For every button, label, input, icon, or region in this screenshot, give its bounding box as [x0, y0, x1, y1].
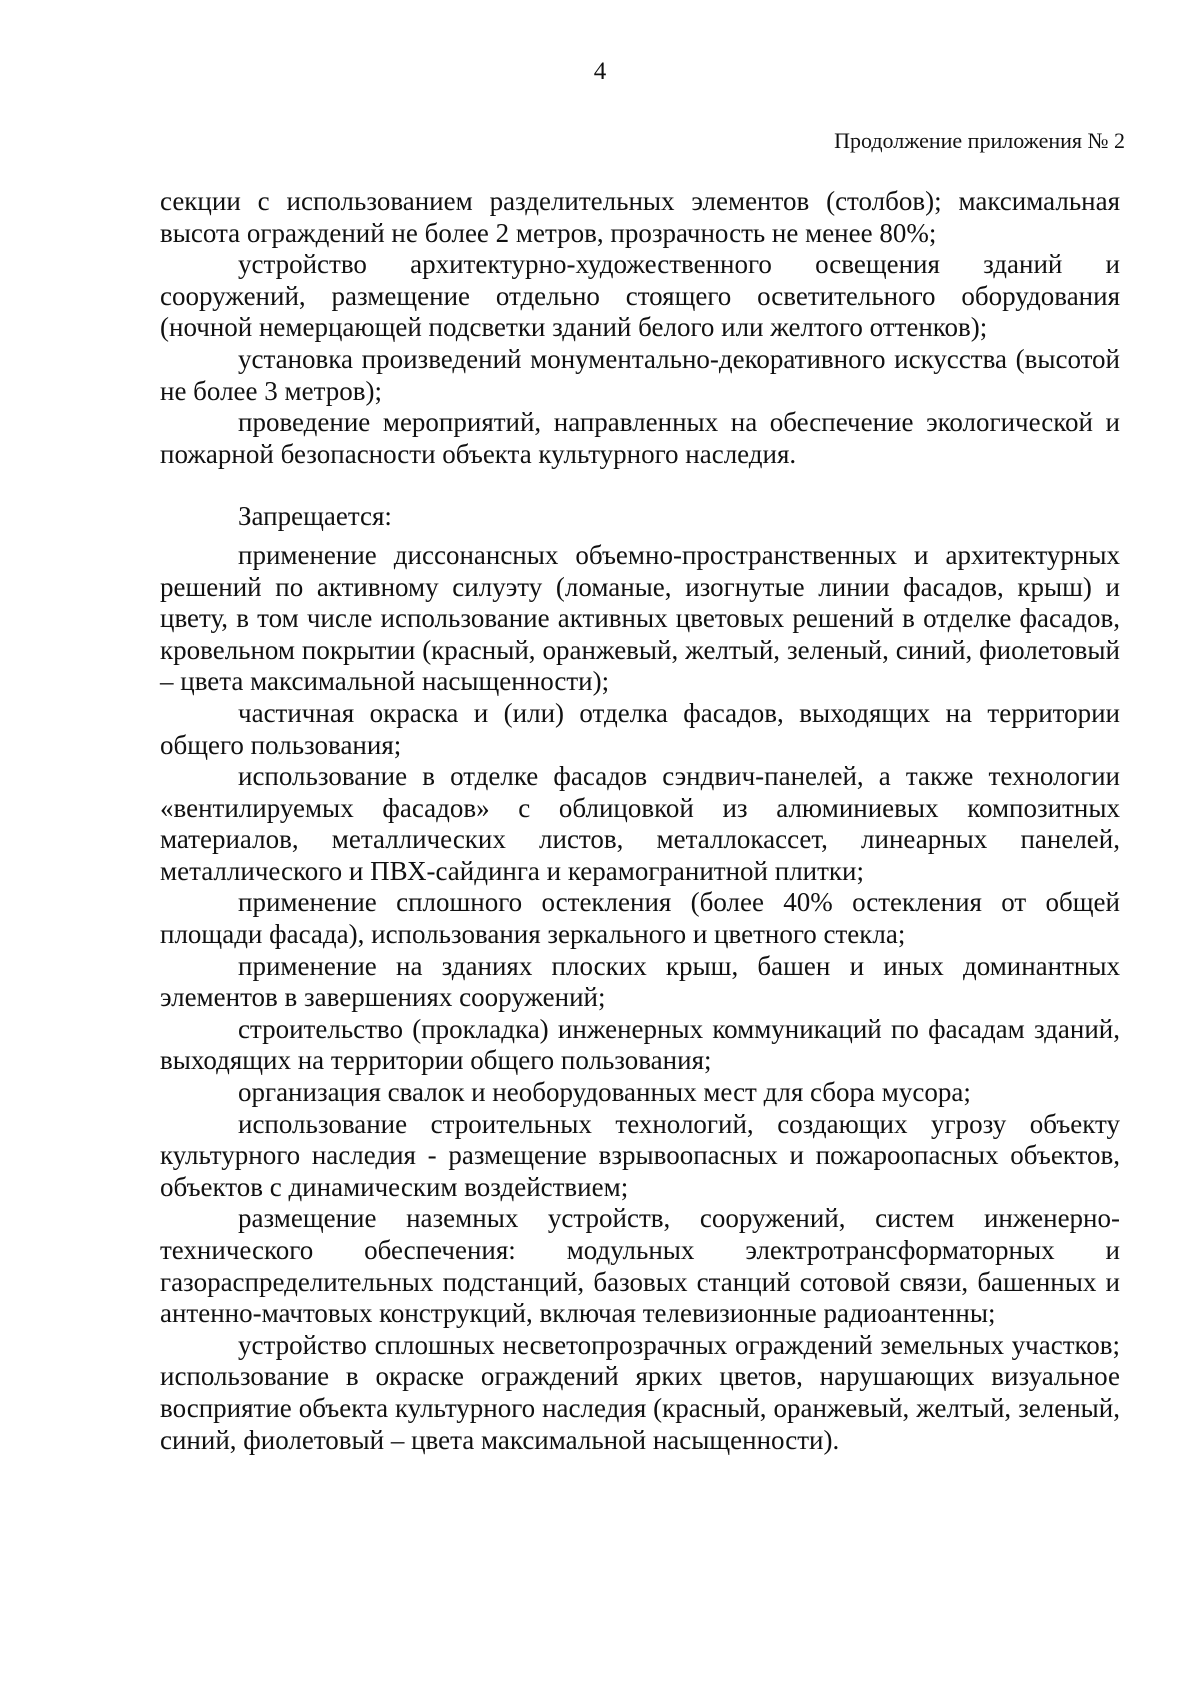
prohibited-item: организация свалок и необорудованных мест для сбора мусора; [238, 1077, 971, 1108]
appendix-label: Продолжение приложения № 2 [834, 128, 1125, 153]
allowed-item: проведение мероприятий, направленных на обеспечение экологической и пожарной безопасности объекта культурного наследия. [160, 407, 1120, 469]
prohibited-item: применение сплошного остекления (более 40% остекления от общей площади фасада), использования зеркального и цветного стекла; [160, 887, 1120, 950]
prohibited-item: применение диссонансных объемно-пространственных и архитектурных решений по активному силуэту (ломаные, изогнутые линии фасадов, крыш) и цвету, в том числе использование активных цветовых решений в отделке фасадов, кровельном покрытии (красный, оранжевый, желтый, зеленый, синий, фиолетовый – цвета максимальной насыщенности); [160, 539, 1120, 697]
prohibited-item: использование в отделке фасадов сэндвич-панелей, а также технологии «вентилируемых фасадов» с облицовкой из алюминиевых композитных материалов, металлических листов, металлокассет, линеарных панелей, металлического и ПВХ-сайдинга и керамогранитной плитки; [160, 761, 1120, 886]
prohibited-item: устройство сплошных несветопрозрачных ограждений земельных участков; использование в окраске ограждений ярких цветов, нарушающих визуальное восприятие объекта культурного наследия (красный, оранжевый, желтый, зеленый, синий, фиолетовый – цвета максимальной насыщенности). [160, 1329, 1120, 1455]
document-body [160, 186, 1120, 1456]
prohibited-item: применение на зданиях плоских крыш, башен и иных доминантных элементов в завершениях сооружений; [160, 950, 1120, 1013]
allowed-item: устройство архитектурно-художественного освещения зданий и сооружений, размещение отдельно стоящего осветительного оборудования (ночной немерцающей подсветки зданий белого или желтого оттенков); [160, 249, 1120, 343]
prohibited-item: строительство (прокладка) инженерных коммуникаций по фасадам зданий, выходящих на территории общего пользования; [160, 1013, 1120, 1076]
prohibited-item: частичная окраска и (или) отделка фасадов, выходящих на территории общего пользования; [160, 697, 1120, 760]
allowed-item: секции с использованием разделительных элементов (столбов); максимальная высота ограждений не более 2 метров, прозрачность не менее 80%; [160, 186, 1120, 248]
allowed-item: установка произведений монументально-декоративного искусства (высотой не более 3 метров); [160, 343, 1120, 406]
prohibited-heading: Запрещается: [238, 501, 392, 532]
prohibited-item: использование строительных технологий, создающих угрозу объекту культурного наследия - размещение взрывоопасных и пожароопасных объектов, объектов с динамическим воздействием; [160, 1108, 1120, 1202]
page-number: 4 [593, 58, 607, 85]
prohibited-item: размещение наземных устройств, сооружений, систем инженерно-технического обеспечения: модульных электротрансформаторных и газораспределительных подстанций, базовых станций сотовой связи, башенных и антенно-мачтовых конструкций, включая телевизионные радиоантенны; [160, 1203, 1120, 1329]
